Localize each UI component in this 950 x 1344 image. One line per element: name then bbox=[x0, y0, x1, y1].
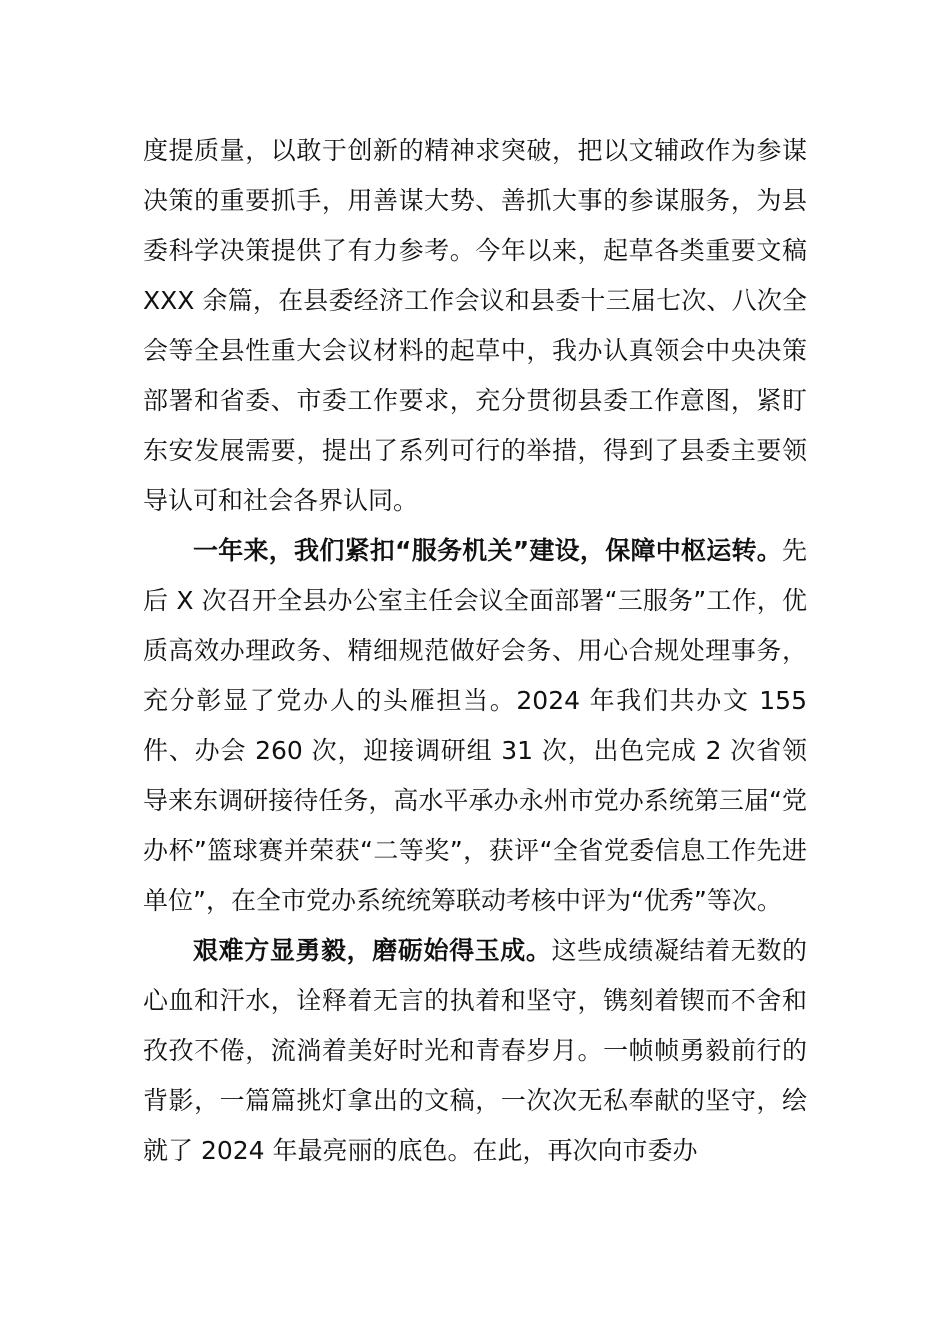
paragraph-2-lead: 一年来，我们紧扣“服务机关”建设，保障中枢运转。 bbox=[193, 536, 782, 565]
paragraph-1 bbox=[143, 126, 807, 526]
paragraph-2-text: 先后 X 次召开全县办公室主任会议全面部署“三服务”工作，优质高效办理政务、精细规范做好会务、用心合规处理事务，充分彰显了党办人的头雁担当。2024 年我们共办文 155 件、办会 260 次，迎接调研组 31 次，出色完成 2 次省领导来东调研接待任务，高水平承办永州市党办系统第三届“党办杯”篮球赛并荣获“二等奖”，获评“全省党委信息工作先进单位”，在全市党办系统统筹联动考核中评为“优秀”等次。 bbox=[143, 536, 807, 915]
document-page bbox=[143, 126, 807, 1176]
paragraph-3-lead: 艰难方显勇毅，磨砺始得玉成。 bbox=[193, 936, 552, 965]
paragraph-2 bbox=[143, 526, 807, 926]
paragraph-1-text: 度提质量，以敢于创新的精神求突破，把以文辅政作为参谋决策的重要抓手，用善谋大势、善抓大事的参谋服务，为县委科学决策提供了有力参考。今年以来，起草各类重要文稿 XXX 余篇，在县委经济工作会议和县委十三届七次、八次全会等全县性重大会议材料的起草中，我办认真领会中央决策部署和省委、市委工作要求，充分贯彻县委工作意图，紧盯东安发展需要，提出了系列可行的举措，得到了县委主要领导认可和社会各界认同。 bbox=[143, 136, 807, 515]
paragraph-3-text: 这些成绩凝结着无数的心血和汗水，诠释着无言的执着和坚守，镌刻着锲而不舍和孜孜不倦，流淌着美好时光和青春岁月。一帧帧勇毅前行的背影，一篇篇挑灯拿出的文稿，一次次无私奉献的坚守，绘就了 2024 年最亮丽的底色。在此，再次向市委办 bbox=[143, 936, 807, 1165]
paragraph-3 bbox=[143, 926, 807, 1176]
